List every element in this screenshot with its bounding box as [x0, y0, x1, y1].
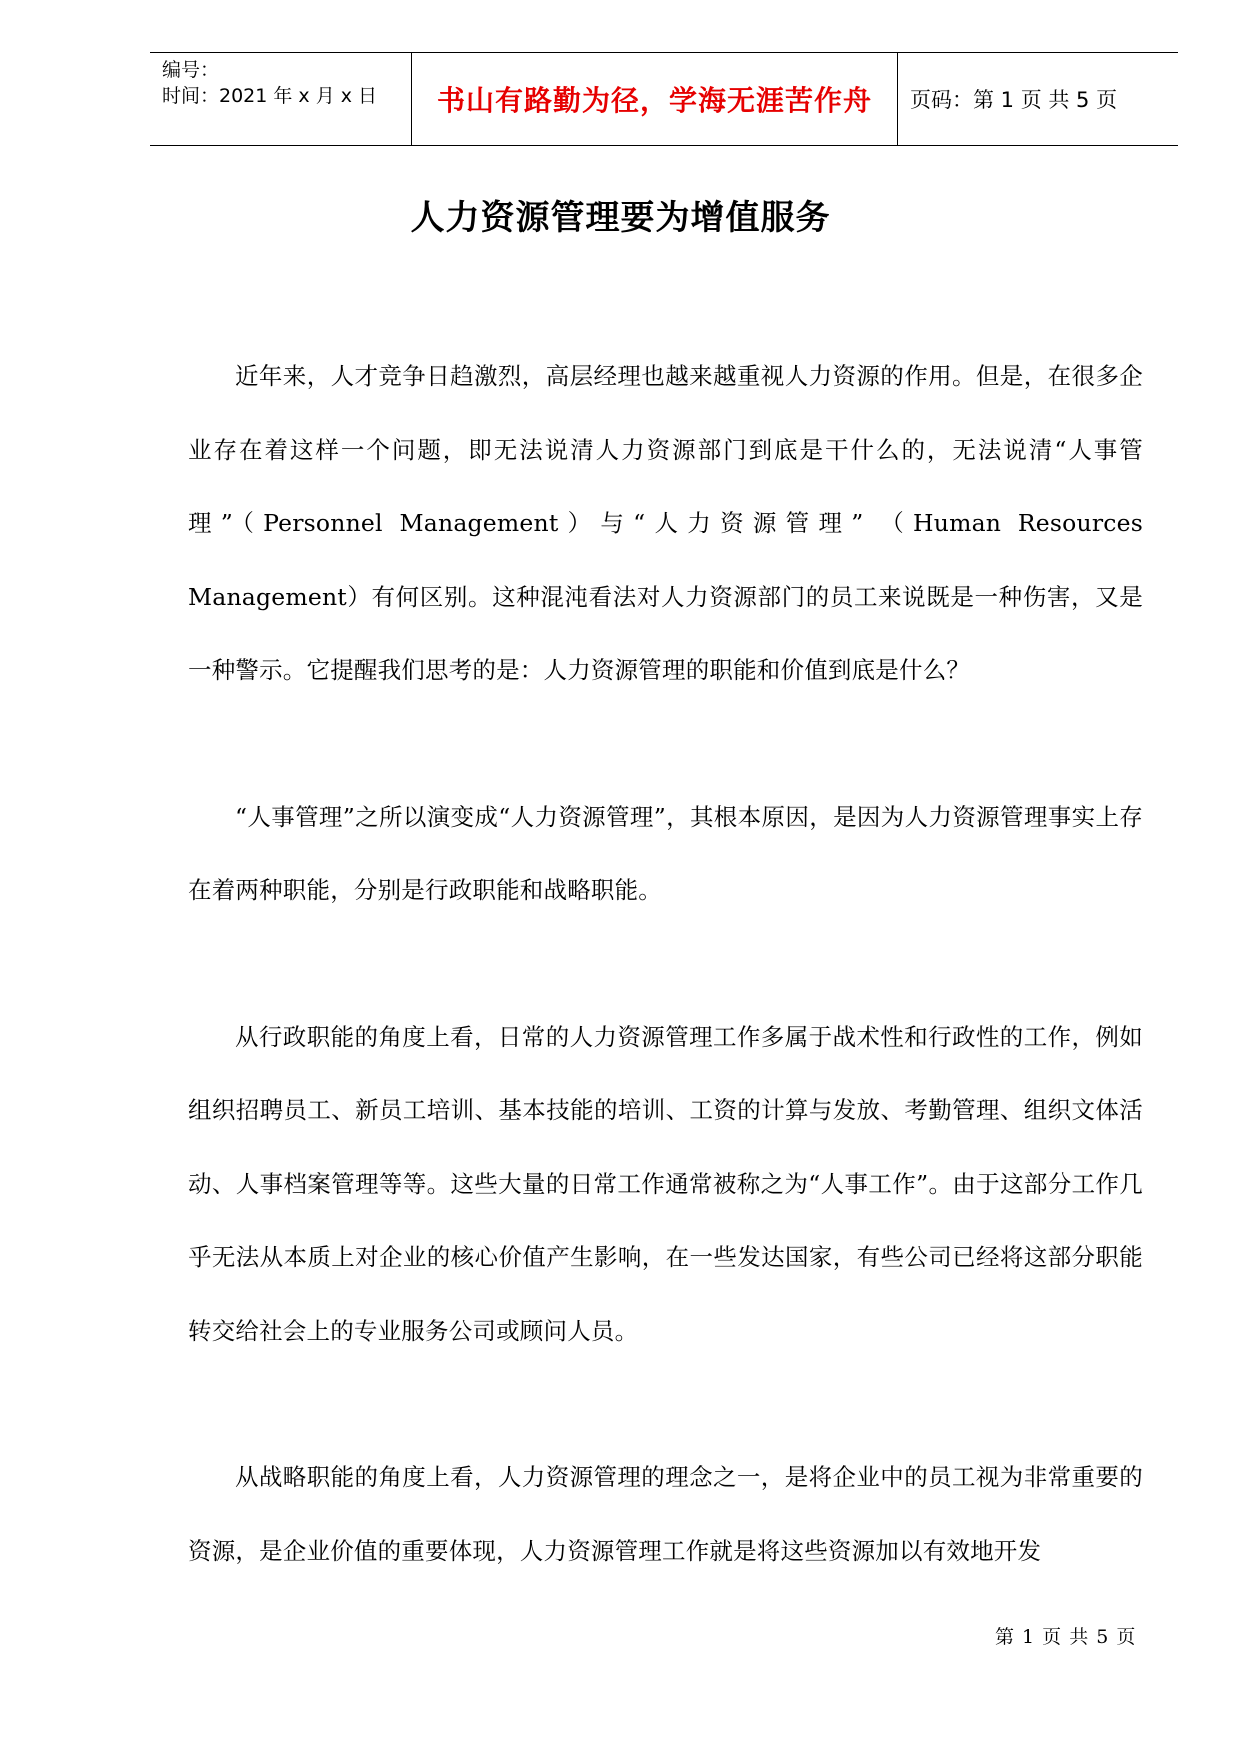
page-footer: 第 1 页 共 5 页 — [995, 1626, 1137, 1648]
body-paragraph-4: 从战略职能的角度上看，人力资源管理的理念之一，是将企业中的员工视为非常重要的资源，是企业价值的重要体现，人力资源管理工作就是将这些资源加以有效地开发 — [188, 1463, 1143, 1565]
body-paragraph-2: “人事管理”之所以演变成“人力资源管理”，其根本原因，是因为人力资源管理事实上存在着两种职能，分别是行政职能和战略职能。 — [188, 802, 1143, 904]
header-number-label: 编号： — [162, 59, 220, 81]
document-title: 人力资源管理要为增值服务 — [410, 198, 831, 238]
header-time-label: 时间：2021 年 x 月 x 日 — [162, 85, 378, 107]
document-header — [150, 52, 1178, 146]
header-meta-cell — [150, 53, 412, 145]
header-motto: 书山有路勤为径，学海无涯苦作舟 — [412, 53, 898, 145]
body-paragraph-1: 近年来，人才竞争日趋激烈，高层经理也越来越重视人力资源的作用。但是，在很多企业存在着这样一个问题，即无法说清人力资源部门到底是干什么的，无法说清“人事管理”（Personnel Management）与“人力资源管理” （Human Resources Management）有何区别。这种混沌看法对人力资源部门的员工来说既是一种伤害，又是一种警示。它提醒我们思考的是：人力资源管理的职能和价值到底是什么？ — [188, 362, 1143, 684]
header-page-label: 页码：第 1 页 共 5 页 — [910, 88, 1118, 112]
body-paragraph-3: 从行政职能的角度上看，日常的人力资源管理工作多属于战术性和行政性的工作，例如组织招聘员工、新员工培训、基本技能的培训、工资的计算与发放、考勤管理、组织文体活动、人事档案管理等等。这些大量的日常工作通常被称之为“人事工作”。由于这部分工作几乎无法从本质上对企业的核心价值产生影响，在一些发达国家，有些公司已经将这部分职能转交给社会上的专业服务公司或顾问人员。 — [188, 1022, 1143, 1345]
document-body — [188, 340, 1143, 1661]
